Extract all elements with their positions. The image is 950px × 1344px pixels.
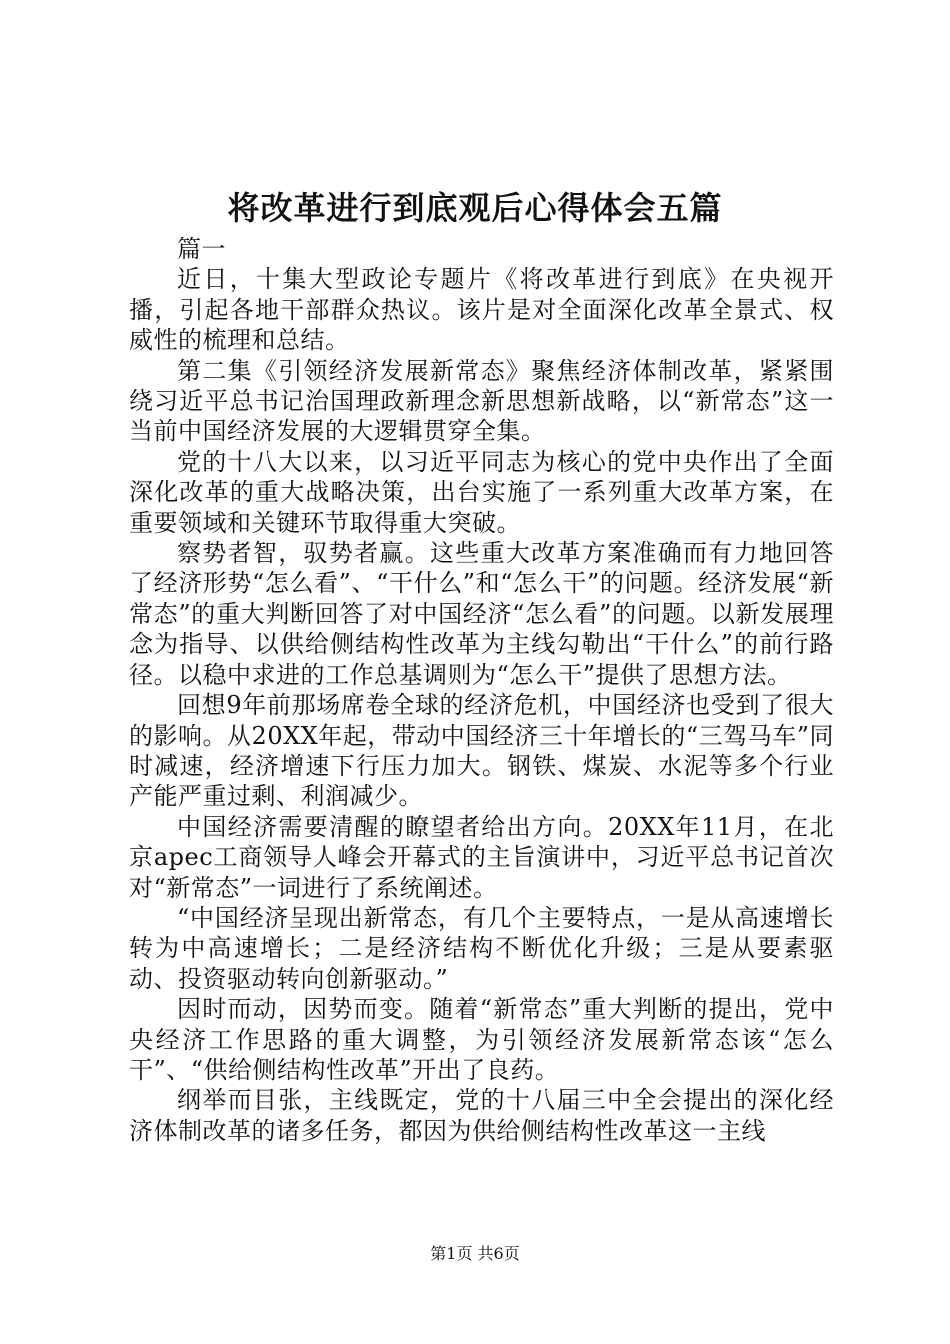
paragraph: 近日，十集大型政论专题片《将改革进行到底》在央视开播，引起各地干部群众热议。该片是对全面深化改革全景式、权威性的梳理和总结。	[129, 265, 834, 355]
paragraph: 纲举而目张，主线既定，党的十八届三中全会提出的深化经济体制改革的诸多任务，都因为供给侧结构性改革这一主线	[129, 1086, 834, 1145]
document-body	[129, 234, 834, 1146]
document-title: 将改革进行到底观后心得体会五篇	[227, 189, 723, 227]
paragraph: 因时而动，因势而变。随着“新常态”重大判断的提出，党中央经济工作思路的重大调整，为引领经济发展新常态该“怎么干”、“供给侧结构性改革”开出了良药。	[129, 995, 834, 1084]
paragraph: 第二集《引领经济发展新常态》聚焦经济体制改革，紧紧围绕习近平总书记治国理政新理念新思想新战略，以“新常态”这一当前中国经济发展的大逻辑贯穿全集。	[129, 356, 834, 446]
paragraph: 回想9年前那场席卷全球的经济危机，中国经济也受到了很大的影响。从20XX年起，带动中国经济三十年增长的“三驾马车”同时减速，经济增速下行压力加大。钢铁、煤炭、水泥等多个行业产能严重过剩、利润减少。	[129, 691, 834, 811]
paragraph: 察势者智，驭势者赢。这些重大改革方案准确而有力地回答了经济形势“怎么看”、“干什么”和“怎么干”的问题。经济发展“新常态”的重大判断回答了对中国经济“怎么看”的问题。以新发展理念为指导、以供给侧结构性改革为主线勾勒出“干什么”的前行路径。以稳中求进的工作总基调则为“怎么干”提供了思想方法。	[129, 539, 834, 689]
paragraph-section-heading: 篇一	[177, 235, 226, 263]
paragraph: 党的十八大以来，以习近平同志为核心的党中央作出了全面深化改革的重大战略决策，出台实施了一系列重大改革方案，在重要领域和关键环节取得重大突破。	[129, 447, 834, 537]
page-number-footer: 第1页 共6页	[430, 1244, 520, 1263]
paragraph: 中国经济需要清醒的瞭望者给出方向。20XX年11月，在北京apec工商领导人峰会开幕式的主旨演讲中，习近平总书记首次对“新常态”一词进行了系统阐述。	[129, 812, 834, 902]
paragraph-quote: “中国经济呈现出新常态，有几个主要特点，一是从高速增长转为中高速增长；二是经济结构不断优化升级；三是从要素驱动、投资驱动转向创新驱动。”	[129, 903, 834, 993]
